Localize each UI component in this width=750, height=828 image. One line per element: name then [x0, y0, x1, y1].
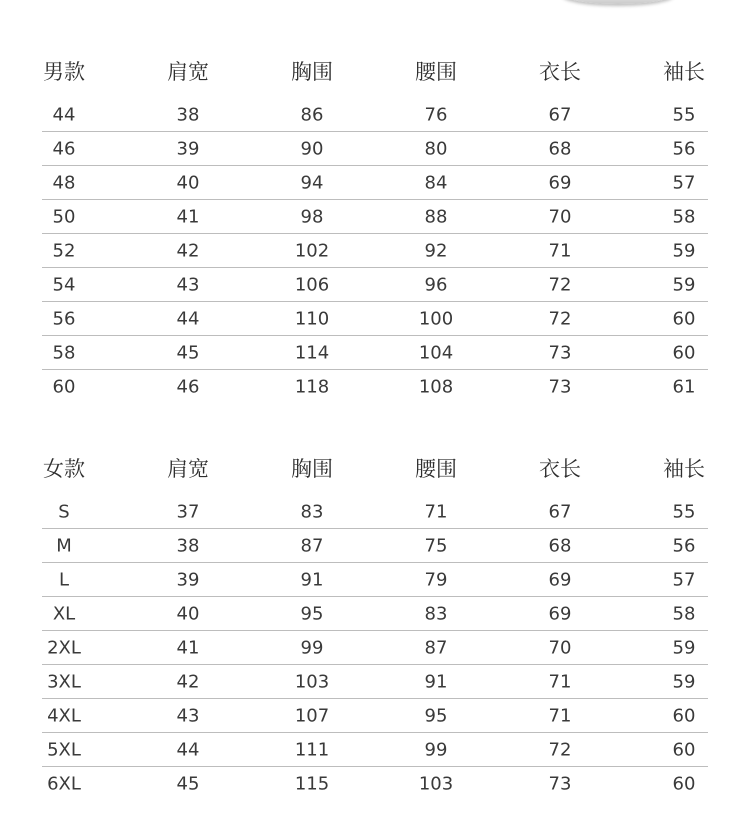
table-cell: 45 — [176, 342, 200, 363]
table-cell: 50 — [52, 206, 76, 227]
header-cell: 腰围 — [415, 457, 457, 481]
table-cell: 70 — [548, 206, 572, 227]
table-cell: 100 — [418, 308, 454, 329]
table-cell: 56 — [672, 535, 696, 556]
table-cell: 118 — [294, 376, 330, 398]
table-cell: 56 — [672, 138, 696, 159]
table-cell: 41 — [176, 637, 200, 658]
table-cell: 42 — [176, 240, 200, 261]
table-cell: 3XL — [47, 671, 81, 692]
table-cell: 48 — [52, 172, 76, 193]
women-size-table — [42, 451, 708, 801]
table-cell: 42 — [176, 671, 200, 692]
men-table-body — [42, 98, 708, 404]
men-table-header — [42, 54, 708, 88]
header-cell: 肩宽 — [167, 457, 209, 481]
table-cell: 60 — [672, 342, 696, 363]
table-cell: 40 — [176, 172, 200, 193]
table-cell: 43 — [176, 705, 200, 726]
table-cell: 72 — [548, 274, 572, 295]
table-cell: 115 — [294, 773, 330, 795]
table-cell: 70 — [548, 637, 572, 658]
table-row — [42, 132, 708, 166]
table-cell: 60 — [672, 773, 696, 795]
table-cell: 38 — [176, 535, 200, 556]
table-cell: 58 — [52, 342, 76, 363]
table-cell: 59 — [672, 240, 696, 261]
table-cell: 58 — [672, 206, 696, 227]
table-cell: 107 — [294, 705, 330, 726]
table-cell: 55 — [672, 104, 696, 125]
table-cell: 87 — [424, 637, 448, 658]
table-cell: 103 — [294, 671, 330, 692]
women-table-body — [42, 495, 708, 801]
table-cell: 88 — [424, 206, 448, 227]
table-cell: 80 — [424, 138, 448, 159]
table-cell: 108 — [418, 376, 454, 398]
table-cell: 91 — [424, 671, 448, 692]
header-cell: 男款 — [43, 60, 85, 84]
table-cell: 72 — [548, 739, 572, 760]
table-cell: 94 — [300, 172, 324, 193]
header-cell: 衣长 — [539, 60, 581, 84]
table-cell: 45 — [176, 773, 200, 795]
table-cell: 52 — [52, 240, 76, 261]
table-cell: 60 — [672, 739, 696, 760]
men-size-table — [42, 54, 708, 404]
table-cell: 90 — [300, 138, 324, 159]
table-row — [42, 302, 708, 336]
table-row — [42, 370, 708, 404]
table-cell: 87 — [300, 535, 324, 556]
header-cell: 腰围 — [415, 60, 457, 84]
table-cell: 102 — [294, 240, 330, 261]
table-cell: 59 — [672, 637, 696, 658]
table-cell: 106 — [294, 274, 330, 295]
header-cell: 肩宽 — [167, 60, 209, 84]
table-cell: 75 — [424, 535, 448, 556]
table-cell: 79 — [424, 569, 448, 590]
table-cell: 71 — [424, 501, 448, 522]
table-row — [42, 699, 708, 733]
women-table-header — [42, 451, 708, 485]
table-cell: 114 — [294, 342, 330, 363]
table-cell: 67 — [548, 501, 572, 522]
table-cell: 91 — [300, 569, 324, 590]
table-cell: S — [58, 501, 70, 522]
table-cell: 44 — [176, 308, 200, 329]
table-cell: 44 — [176, 739, 200, 760]
table-cell: 60 — [672, 308, 696, 329]
header-cell: 胸围 — [291, 60, 333, 84]
table-cell: 4XL — [47, 705, 81, 726]
table-cell: 46 — [52, 138, 76, 159]
table-cell: 76 — [424, 104, 448, 125]
table-cell: 84 — [424, 172, 448, 193]
table-row — [42, 200, 708, 234]
header-cell: 衣长 — [539, 457, 581, 481]
decorative-shape — [562, 0, 674, 4]
table-cell: 6XL — [47, 773, 81, 795]
table-cell: 55 — [672, 501, 696, 522]
table-row — [42, 268, 708, 302]
table-cell: 68 — [548, 138, 572, 159]
table-cell: 69 — [548, 172, 572, 193]
table-cell: 46 — [176, 376, 200, 398]
table-cell: 57 — [672, 569, 696, 590]
table-row — [42, 166, 708, 200]
table-cell: M — [56, 535, 72, 556]
table-cell: 59 — [672, 274, 696, 295]
table-row — [42, 529, 708, 563]
table-cell: 110 — [294, 308, 330, 329]
table-cell: 99 — [300, 637, 324, 658]
table-row — [42, 336, 708, 370]
table-cell: 111 — [294, 739, 330, 760]
table-cell: 73 — [548, 376, 572, 398]
table-cell: 39 — [176, 569, 200, 590]
table-cell: 72 — [548, 308, 572, 329]
table-cell: 86 — [300, 104, 324, 125]
header-cell: 袖长 — [663, 457, 705, 481]
table-cell: 96 — [424, 274, 448, 295]
table-row — [42, 631, 708, 665]
table-cell: 69 — [548, 603, 572, 624]
table-cell: 98 — [300, 206, 324, 227]
table-cell: 5XL — [47, 739, 81, 760]
table-cell: 71 — [548, 240, 572, 261]
table-cell: 44 — [52, 104, 76, 125]
table-cell: 60 — [672, 705, 696, 726]
table-cell: 56 — [52, 308, 76, 329]
table-cell: 83 — [300, 501, 324, 522]
table-cell: 40 — [176, 603, 200, 624]
table-cell: 57 — [672, 172, 696, 193]
table-cell: 95 — [300, 603, 324, 624]
table-row — [42, 767, 708, 801]
table-cell: 37 — [176, 501, 200, 522]
header-cell: 胸围 — [291, 457, 333, 481]
table-cell: XL — [52, 603, 76, 624]
table-cell: 73 — [548, 773, 572, 795]
table-cell: 41 — [176, 206, 200, 227]
table-cell: 69 — [548, 569, 572, 590]
table-cell: 71 — [548, 705, 572, 726]
table-cell: 54 — [52, 274, 76, 295]
table-cell: 99 — [424, 739, 448, 760]
header-cell: 女款 — [43, 457, 85, 481]
table-cell: 39 — [176, 138, 200, 159]
table-cell: 103 — [418, 773, 454, 795]
table-cell: 60 — [52, 376, 76, 398]
table-cell: 95 — [424, 705, 448, 726]
table-cell: 59 — [672, 671, 696, 692]
table-row — [42, 733, 708, 767]
table-row — [42, 495, 708, 529]
table-cell: 71 — [548, 671, 572, 692]
table-row — [42, 98, 708, 132]
table-cell: L — [58, 569, 70, 590]
table-row — [42, 563, 708, 597]
table-cell: 38 — [176, 104, 200, 125]
table-cell: 67 — [548, 104, 572, 125]
table-cell: 43 — [176, 274, 200, 295]
table-cell: 61 — [672, 376, 696, 398]
table-cell: 58 — [672, 603, 696, 624]
table-cell: 83 — [424, 603, 448, 624]
header-cell: 袖长 — [663, 60, 705, 84]
table-row — [42, 234, 708, 268]
table-cell: 104 — [418, 342, 454, 363]
table-cell: 68 — [548, 535, 572, 556]
table-row — [42, 665, 708, 699]
table-cell: 92 — [424, 240, 448, 261]
table-cell: 73 — [548, 342, 572, 363]
table-cell: 2XL — [47, 637, 81, 658]
table-row — [42, 597, 708, 631]
